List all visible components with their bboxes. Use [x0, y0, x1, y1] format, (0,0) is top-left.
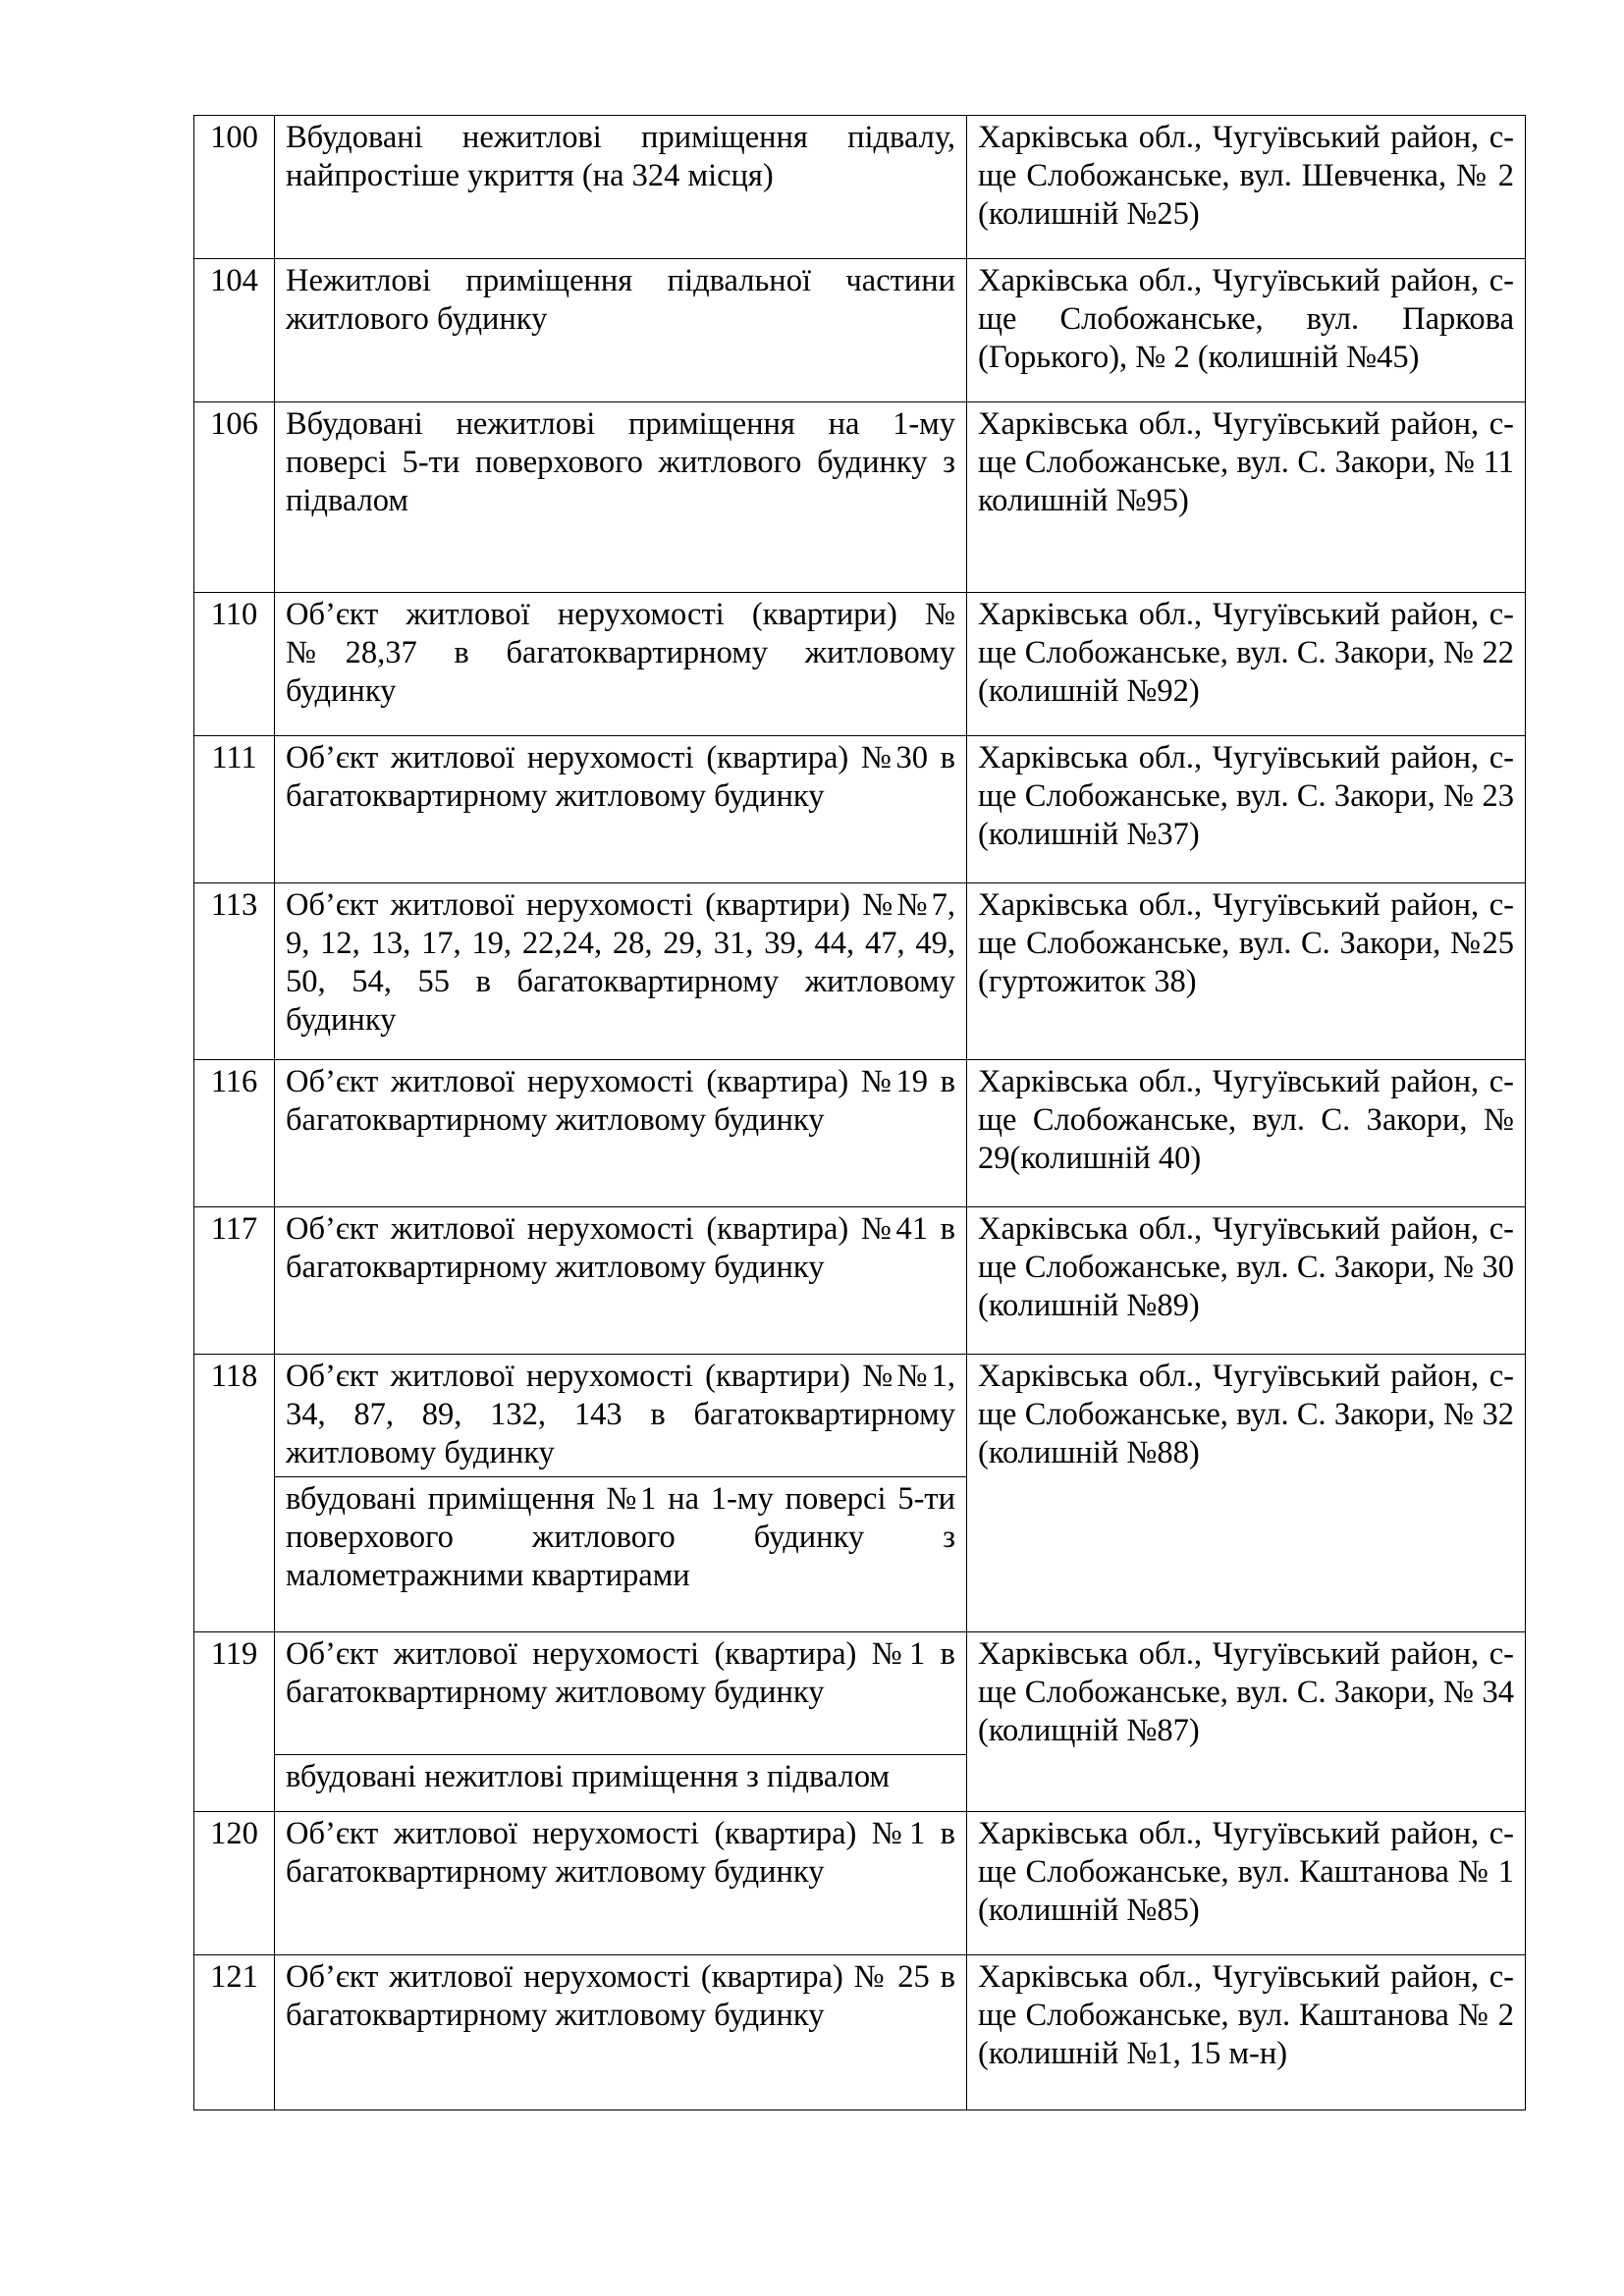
- row-number: 111: [194, 736, 275, 883]
- row-number: 117: [194, 1207, 275, 1355]
- table-row: [194, 402, 1526, 593]
- object-description: Вбудовані нежитлові приміщення підвалу, найпростіше укриття (на 324 місця): [275, 116, 967, 259]
- object-address: Харківська обл., Чугуївський район, с-ще Слобожанське, вул. С. Закори, № 23 (колишній №37): [967, 736, 1526, 883]
- row-number: 106: [194, 402, 275, 593]
- object-address: Харківська обл., Чугуївський район, с-ще Слобожанське, вул. С. Закори, № 34 (колищній №87): [967, 1632, 1526, 1812]
- property-registry-table: [193, 115, 1526, 2110]
- row-number: 110: [194, 593, 275, 736]
- row-number: 121: [194, 1955, 275, 2110]
- table-row: [194, 883, 1526, 1060]
- object-description: Об’єкт житлової нерухомості (квартири) №№1, 34, 87, 89, 132, 143 в багатоквартирному житловому будинку: [275, 1355, 967, 1477]
- object-address: Харківська обл., Чугуївський район, с-ще Слобожанське, вул. С. Закори, № 30 (колишній №89): [967, 1207, 1526, 1355]
- table-row: [194, 1060, 1526, 1207]
- object-description: Об’єкт житлової нерухомості (квартира) №1 в багатоквартирному житловому будинку: [275, 1632, 967, 1755]
- object-description: Об’єкт житлової нерухомості (квартира) № 25 в багатоквартирному житловому будинку: [275, 1955, 967, 2110]
- object-address: Харківська обл., Чугуївський район, с-ще Слобожанське, вул. Шевченка, № 2 (колишній №25): [967, 116, 1526, 259]
- object-address: Харківська обл., Чугуївський район, с-ще Слобожанське, вул. С. Закори, № 29(колишній 40): [967, 1060, 1526, 1207]
- table-row: [194, 259, 1526, 402]
- object-address: Харківська обл., Чугуївський район, с-ще Слобожанське, вул. С. Закори, № 11 колишній №95): [967, 402, 1526, 593]
- row-number: 100: [194, 116, 275, 259]
- object-description: Об’єкт житлової нерухомості (квартири) №№28,37 в багатоквартирному житловому будинку: [275, 593, 967, 736]
- object-address: Харківська обл., Чугуївський район, с-ще Слобожанське, вул. С. Закори, № 22 (колишній №92): [967, 593, 1526, 736]
- table-row: [194, 1955, 1526, 2110]
- object-description: Об’єкт житлової нерухомості (квартира) №19 в багатоквартирному житловому будинку: [275, 1060, 967, 1207]
- row-number: 116: [194, 1060, 275, 1207]
- object-address: Харківська обл., Чугуївський район, с-ще Слобожанське, вул. Каштанова № 1 (колишній №85): [967, 1812, 1526, 1955]
- table-row: [194, 116, 1526, 259]
- row-number: 113: [194, 883, 275, 1060]
- table-row: [194, 593, 1526, 736]
- object-description: Нежитлові приміщення підвальної частини житлового будинку: [275, 259, 967, 402]
- row-number: 104: [194, 259, 275, 402]
- object-address: Харківська обл., Чугуївський район, с-ще Слобожанське, вул. С. Закори, № 32 (колишній №88): [967, 1355, 1526, 1632]
- table-row: [194, 1812, 1526, 1955]
- object-description: Об’єкт житлової нерухомості (квартира) №30 в багатоквартирному житловому будинку: [275, 736, 967, 883]
- table-row: [194, 1355, 1526, 1477]
- row-number: 118: [194, 1355, 275, 1632]
- object-description: Об’єкт житлової нерухомості (квартири) №№7, 9, 12, 13, 17, 19, 22,24, 28, 29, 31, 39, 44, 47, 49, 50, 54, 55 в багатоквартирному житловому будинку: [275, 883, 967, 1060]
- table-row: [194, 1632, 1526, 1755]
- table-row: [194, 1207, 1526, 1355]
- object-address: Харківська обл., Чугуївський район, с-ще Слобожанське, вул. С. Закори, №25 (гуртожиток 38): [967, 883, 1526, 1060]
- object-description-extra: вбудовані нежитлові приміщення з підвалом: [275, 1755, 967, 1812]
- row-number: 119: [194, 1632, 275, 1812]
- object-address: Харківська обл., Чугуївський район, с-ще Слобожанське, вул. Паркова (Горького), № 2 (колишній №45): [967, 259, 1526, 402]
- object-description: Об’єкт житлової нерухомості (квартира) №1 в багатоквартирному житловому будинку: [275, 1812, 967, 1955]
- table-row: [194, 736, 1526, 883]
- object-address: Харківська обл., Чугуївський район, с-ще Слобожанське, вул. Каштанова № 2 (колишній №1, 15 м-н): [967, 1955, 1526, 2110]
- object-description: Об’єкт житлової нерухомості (квартира) №41 в багатоквартирному житловому будинку: [275, 1207, 967, 1355]
- row-number: 120: [194, 1812, 275, 1955]
- object-description: Вбудовані нежитлові приміщення на 1-му поверсі 5-ти поверхового житлового будинку з підвалом: [275, 402, 967, 593]
- object-description-extra: вбудовані приміщення №1 на 1-му поверсі 5-ти поверхового житлового будинку з малометражними квартирами: [275, 1477, 967, 1632]
